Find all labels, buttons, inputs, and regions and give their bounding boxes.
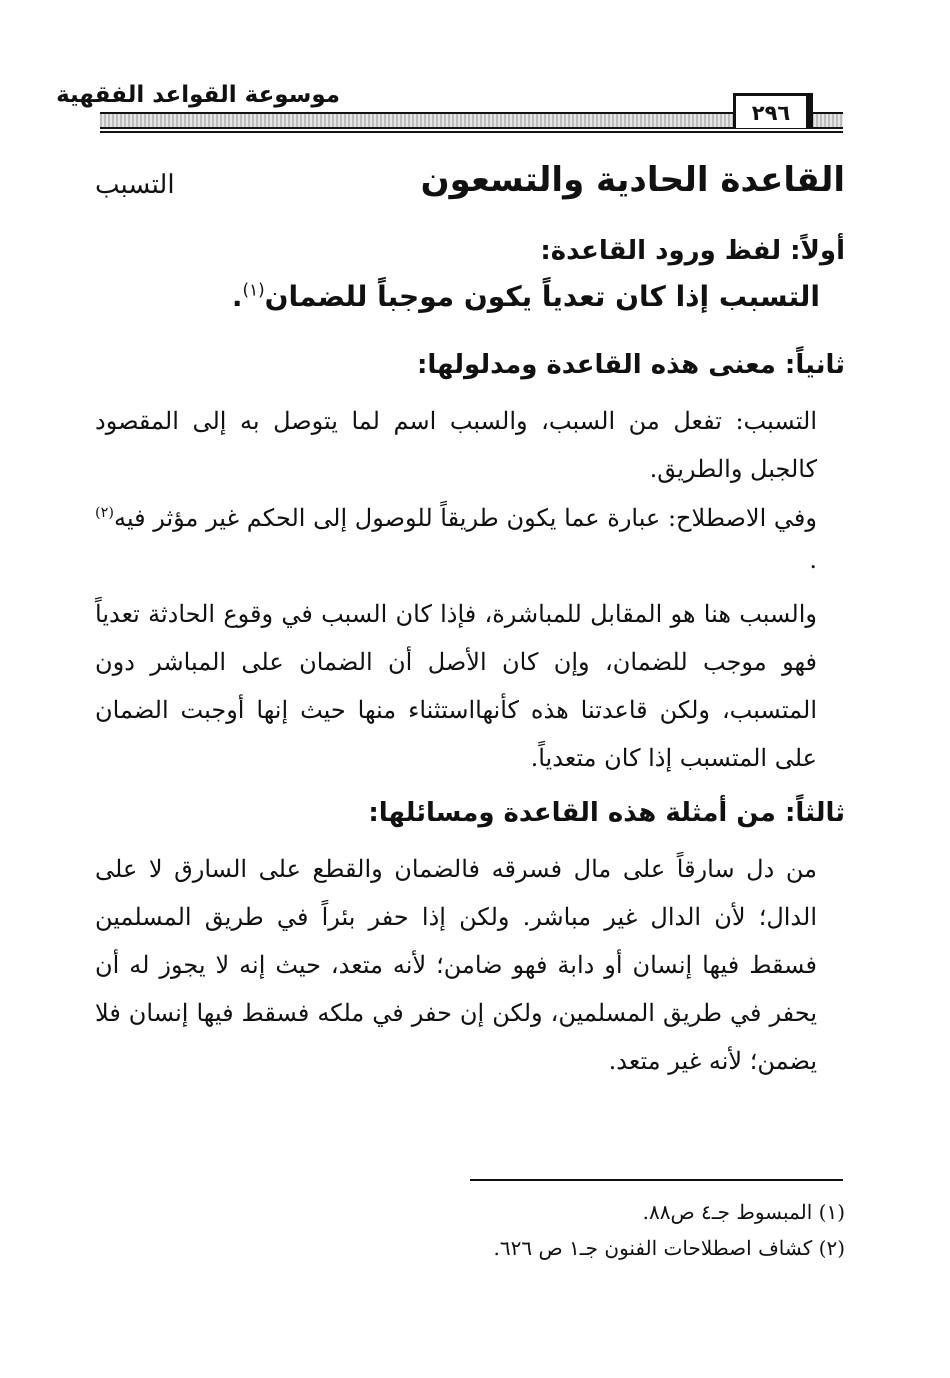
section-heading-wording: أولاً: لفظ ورود القاعدة: (540, 236, 845, 266)
paragraph-linguistic-meaning: التسبب: تفعل من السبب، والسبب اسم لما يتوصل به إلى المقصود كالجبل والطريق. (95, 407, 817, 483)
rule-topic: التسبب (95, 170, 175, 200)
section-heading-meaning: ثانياً: معنى هذه القاعدة ومدلولها: (416, 350, 845, 380)
page-number: ٢٩٦ (733, 93, 809, 128)
paragraph-examples: من دل سارقاً على مال فسرقه فالضمان والقطع على السارق لا على الدال؛ لأن الدال غير مباشر. ولكن إذا حفر بئراً في طريق المسلمين فسقط فيها إنسان أو دابة فهو ضامن؛ لأنه متعد، حيث إنه لا يجوز له أن يحفر في طريق المسلمين، ولكن إن حفر في ملكه فسقط فيها إنسان فلا يضمن؛ لأنه غير متعد. (95, 855, 817, 1075)
rule-statement-end: . (231, 280, 243, 313)
rule-statement (232, 280, 820, 313)
running-header-title: موسوعة القواعد الفقهية (56, 82, 340, 108)
header-decorative-band (100, 112, 843, 129)
footnote-1: (١) المبسوط جـ٤ ص٨٨. (642, 1200, 845, 1224)
paragraph-technical-meaning (95, 497, 817, 581)
rule-statement-text: التسبب إذا كان تعدياً يكون موجباً للضمان (264, 280, 820, 313)
paragraph-explanation: والسبب هنا هو المقابل للمباشرة، فإذا كان السبب في وقوع الحادثة تعدياً فهو موجب للضمان، وإن كان الأصل أن الضمان على المباشر دون المتسبب، ولكن قاعدتنا هذه كأنهااستثناء منها حيث إنها أوجبت الضمان على المتسبب إذا كان متعدياً. (95, 600, 818, 772)
rule-title: القاعدة الحادية والتسعون (420, 160, 845, 200)
footnote-ref-1: (١) (242, 279, 265, 300)
footnote-ref-2: (٢) (95, 505, 114, 521)
technical-meaning-text: وفي الاصطلاح: عبارة عما يكون طريقاً للوصول إلى الحكم غير مؤثر فيه (113, 504, 817, 532)
footnote-2: (٢) كشاف اصطلاحات الفنون جـ١ ص ٦٢٦. (493, 1236, 845, 1260)
section-heading-examples: ثالثاً: من أمثلة هذه القاعدة ومسائلها: (368, 798, 845, 828)
header-rule (100, 131, 843, 133)
technical-meaning-end: . (809, 546, 817, 574)
footnote-separator (470, 1179, 843, 1181)
